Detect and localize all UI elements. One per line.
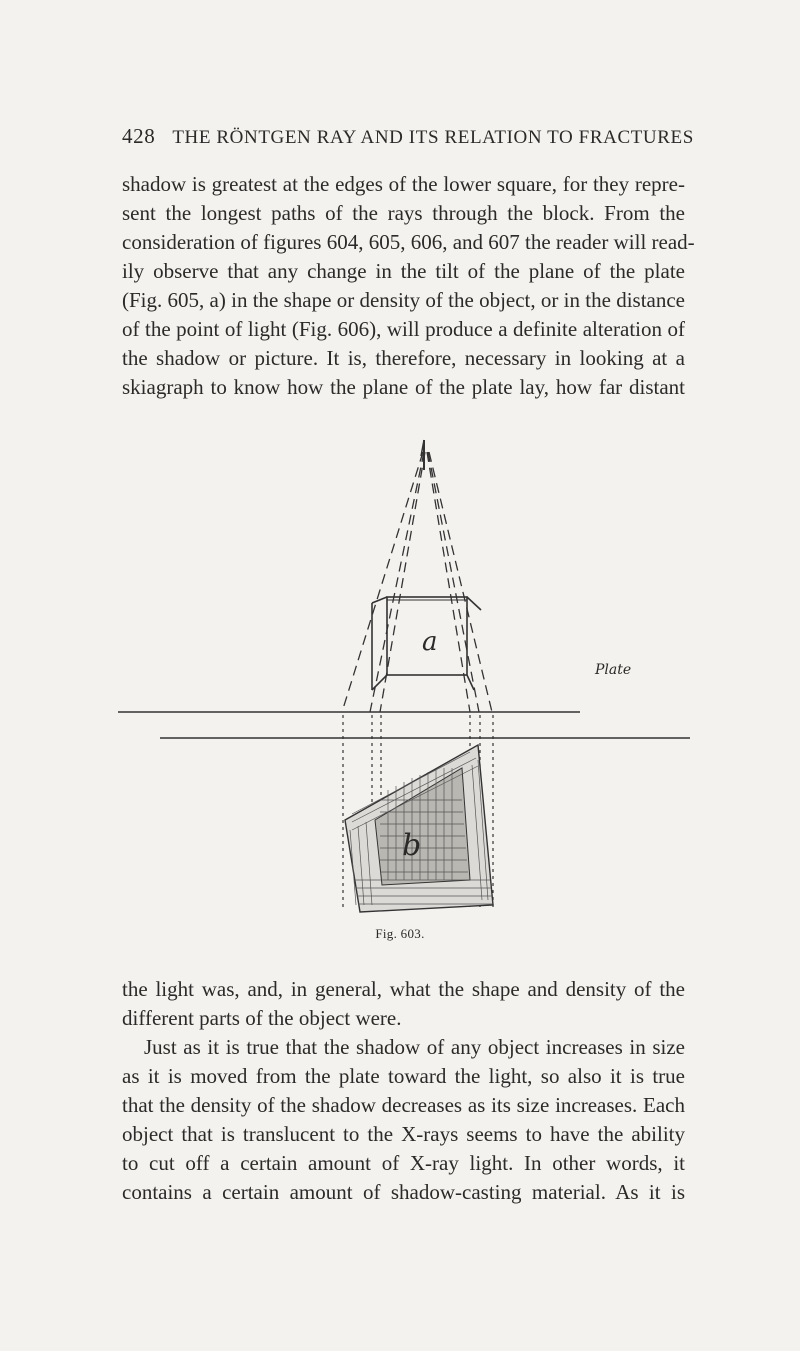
text-line: that the density of the shadow decreases as its size increases. Each	[122, 1093, 685, 1117]
text-line: different parts of the object were.	[122, 1006, 402, 1030]
left-rays	[342, 452, 425, 712]
text-line: shadow is greatest at the edges of the lower square, for they repre-	[122, 172, 685, 196]
text-line: of the point of light (Fig. 606), will produce a definite alteration of	[122, 317, 685, 341]
text-line: consideration of figures 604, 605, 606, and 607 the reader will read-	[122, 230, 695, 254]
object-label-a: a	[422, 627, 438, 657]
paragraph-2	[122, 975, 685, 1033]
text-line: sent the longest paths of the rays through the block. From the	[122, 201, 685, 225]
figure-caption: Fig. 603.	[375, 926, 425, 941]
text-line: Just as it is true that the shadow of any object increases in size	[144, 1035, 685, 1059]
text-line: ily observe that any change in the tilt of the plane of the plate	[122, 259, 685, 283]
right-rays	[427, 452, 492, 712]
text-line: the light was, and, in general, what the shape and density of the	[122, 977, 685, 1001]
page-number: 428	[122, 124, 156, 148]
text-line: to cut off a certain amount of X-ray light. In other words, it	[122, 1151, 685, 1175]
text-line: skiagraph to know how the plane of the plate lay, how far distant	[122, 375, 685, 399]
text-line: as it is moved from the plate toward the light, so also it is true	[122, 1064, 685, 1088]
running-title: THE RÖNTGEN RAY AND ITS RELATION TO FRACTURES	[172, 127, 694, 148]
text-line: contains a certain amount of shadow-casting material. As it is	[122, 1180, 685, 1204]
text-line: object that is translucent to the X-rays seems to have the ability	[122, 1122, 685, 1146]
shadow-label-b: b	[402, 828, 422, 863]
plate-label: Plate	[595, 662, 632, 678]
paragraph-3	[122, 1033, 685, 1207]
text-line: the shadow or picture. It is, therefore, necessary in looking at a	[122, 346, 685, 370]
text-line: (Fig. 605, a) in the shape or density of the object, or in the distance	[122, 288, 685, 312]
